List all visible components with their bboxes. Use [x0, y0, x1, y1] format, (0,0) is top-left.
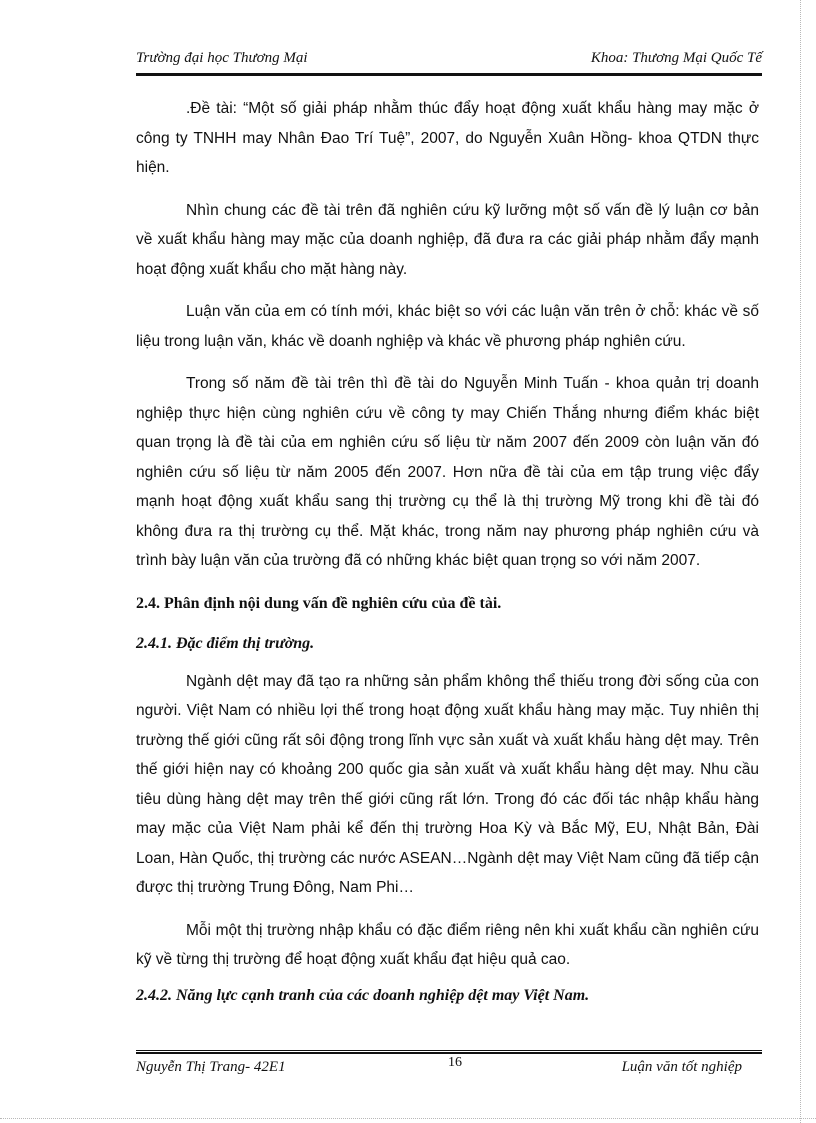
section-heading: 2.4. Phân định nội dung vấn đề nghiên cứu của đề tài. — [136, 594, 502, 612]
paragraph-novelty: Luận văn của em có tính mới, khác biệt so với các luận văn trên ở chỗ: khác về số liệu trong luận văn, khác về doanh nghiệp và khác về phương pháp nghiên cứu. — [136, 303, 759, 350]
footer-author: Nguyễn Thị Trang- 42E1 — [136, 1059, 286, 1075]
paragraph-topic-reference: .Đề tài: “Một số giải pháp nhằm thúc đẩy hoạt động xuất khẩu hàng may mặc ở công ty TNHH may Nhân Đao Trí Tuệ”, 2007, do Nguyễn Xuân Hồng- khoa QTDN thực hiện. — [136, 100, 759, 176]
header-rule — [136, 73, 762, 76]
paragraph-market-features: Ngành dệt may đã tạo ra những sản phẩm không thể thiếu trong đời sống của con người. Việt Nam có nhiều lợi thế trong hoạt động xuất khẩu hàng may mặc. Tuy nhiên thị trường thế giới cũng rất sôi động trong lĩnh vực sản xuất và xuất khẩu hàng dệt may. Trên thế giới hiện nay có khoảng 200 quốc gia sản xuất và xuất khẩu hàng dệt may. Nhu cầu tiêu dùng hàng dệt may trên thế giới cũng rất lớn. Trong đó các đối tác nhập khẩu hàng may mặc của Việt Nam phải kể đến thị trường Hoa Kỳ và Bắc Mỹ, EU, Nhật Bản, Đài Loan, Hàn Quốc, thị trường các nước ASEAN…Ngành dệt may Việt Nam cũng đã tiếp cận được thị trường Trung Đông, Nam Phi… — [136, 672, 759, 896]
paragraph-comparison: Trong số năm đề tài trên thì đề tài do Nguyễn Minh Tuấn - khoa quản trị doanh nghiệp thực hiện cùng nghiên cứu về công ty may Chiến Thắng nhưng điểm khác biệt quan trọng là đề tài của em nghiên cứu số liệu từ năm 2007 đến 2009 còn luận văn đó nghiên cứu số liệu từ năm 2005 đến 2007. Hơn nữa đề tài của em tập trung việc đẩy mạnh hoạt động xuất khẩu sang thị trường cụ thể là thị trường Mỹ trong khi đề tài đó không đưa ra thị trường cụ thể. Mặt khác, trong năm nay phương pháp nghiên cứu và trình bày luận văn của trường đã có những khác biệt quan trọng so với năm 2007. — [136, 375, 759, 569]
paragraph-market-research: Mỗi một thị trường nhập khẩu có đặc điểm riêng nên khi xuất khẩu cần nghiên cứu kỹ về từng thị trường để hoạt động xuất khẩu đạt hiệu quả cao. — [136, 921, 759, 968]
subsection-heading-market: 2.4.1. Đặc điểm thị trường. — [136, 634, 315, 652]
subsection-heading-competitiveness: 2.4.2. Năng lực cạnh tranh của các doanh nghiệp dệt may Việt Nam. — [136, 986, 590, 1004]
page-edge-right — [800, 0, 802, 1123]
page-number: 16 — [448, 1055, 462, 1070]
footer-rule — [136, 1050, 762, 1054]
page-footer — [136, 1057, 762, 1079]
footer-thesis-label: Luận văn tốt nghiệp — [621, 1059, 742, 1075]
header-university: Trường đại học Thương Mại — [136, 50, 308, 66]
paragraph-overview: Nhìn chung các đề tài trên đã nghiên cứu kỹ lưỡng một số vấn đề lý luận cơ bản về xuất khẩu hàng may mặc của doanh nghiệp, đã đưa ra các giải pháp nhằm đẩy mạnh hoạt động xuất khẩu cho mặt hàng này. — [136, 201, 759, 278]
page-edge-bottom — [0, 1118, 816, 1120]
document-body — [136, 94, 759, 1019]
page-header — [136, 50, 762, 72]
header-faculty: Khoa: Thương Mại Quốc Tế — [590, 50, 762, 66]
